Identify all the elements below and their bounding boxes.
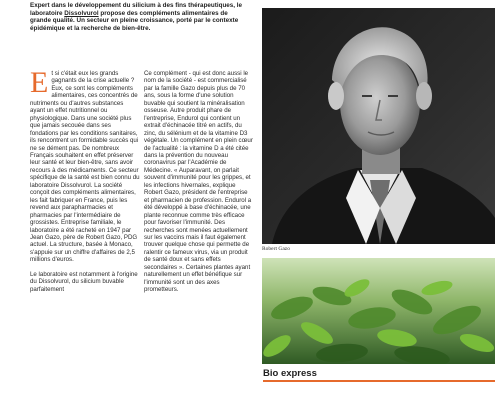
tea-plant-photo xyxy=(262,258,495,364)
drop-cap: E xyxy=(30,70,49,99)
article-column-1 xyxy=(30,70,140,400)
bio-divider xyxy=(263,380,495,382)
intro-brand: Dissolvurol xyxy=(64,9,99,17)
intro-after: propose des compléments alimentaires de grande qualité. Un secteur en pleine croissance, porté par le contexte épidémique et la recherche de bien-être. xyxy=(30,9,239,32)
intro-paragraph xyxy=(30,2,243,32)
intro-before: Expert dans le développement du silicium à des fins thérapeutiques, le laboratoire xyxy=(30,2,243,17)
article-column-2 xyxy=(144,70,254,400)
bio-express-heading: Bio express xyxy=(263,368,317,379)
column2-paragraph-1: Ce complément - qui est donc aussi le nom de la société - est commercialisé par la famille Gazo depuis plus de 70 ans, sous la forme d'une solution buvable qui soutient la minéralisation osseuse. Autre produit phare de l'entreprise, Endurol qui contient un extrait d'échinacée titré en actifs, du zinc, du sélénium et de la vitamine D3 végétale. Un complément en plein cœur de l'actualité : la vitamine D a été citée dans la prévention du nouveau coronavirus par l'Académie de Médecine. « Auparavant, on parlait souvent d'immunité pour les grippes, et les infections hivernales, explique Robert Gazo, président de l'entreprise et pharmacien de profession. Endurol a été développé à base d'échinacée, une plante reconnue comme très efficace pour favoriser l'immunité. Des recherches sont menées actuellement sur les vaccins mais il faut également trouver quelque chose qui permette de ralentir ce fameux virus, via un produit de santé doux et sans effets secondaires ». Certaines plantes ayant naturellement un effet bénéfique sur l'immunité sont un des axes prometteurs. xyxy=(144,70,253,294)
column1-paragraph-1: t si c'était eux les grands gagnants de la crise actuelle ? Eux, ce sont les compléments alimentaires, ces concentrés de nutriments ou d'autres substances ayant un effet nutritionnel ou physiologique. Dans une société plus que jamais secouée dans ses fondations par les conditions sanitaires, ils rencontrent un formidable succès qui ne se dément pas. De nombreux Français souhaitent en effet préserver leur santé et leur bien-être, sans avoir recours à des médicaments. Ce secteur spécifique de la santé est bien connu du laboratoire Dissolvurol. La société conçoit des compléments alimentaires, les fait fabriquer en France, puis les revend aux parapharmacies et pharmacies par l'intermédiaire de grossistes. Entreprise familiale, le laboratoire a été racheté en 1947 par Jean Gazo, père de Robert Gazo, PDG actuel. La structure, basée à Monaco, s'appuie sur un chiffre d'affaires de 2,5 millions d'euros. xyxy=(30,70,140,264)
portrait-photo xyxy=(262,8,495,244)
photo-caption: Robert Gazo xyxy=(262,246,290,252)
column1-paragraph-2: Le laboratoire est notamment à l'origine du Dissolvurol, du silicium buvable parfaitement xyxy=(30,270,138,293)
